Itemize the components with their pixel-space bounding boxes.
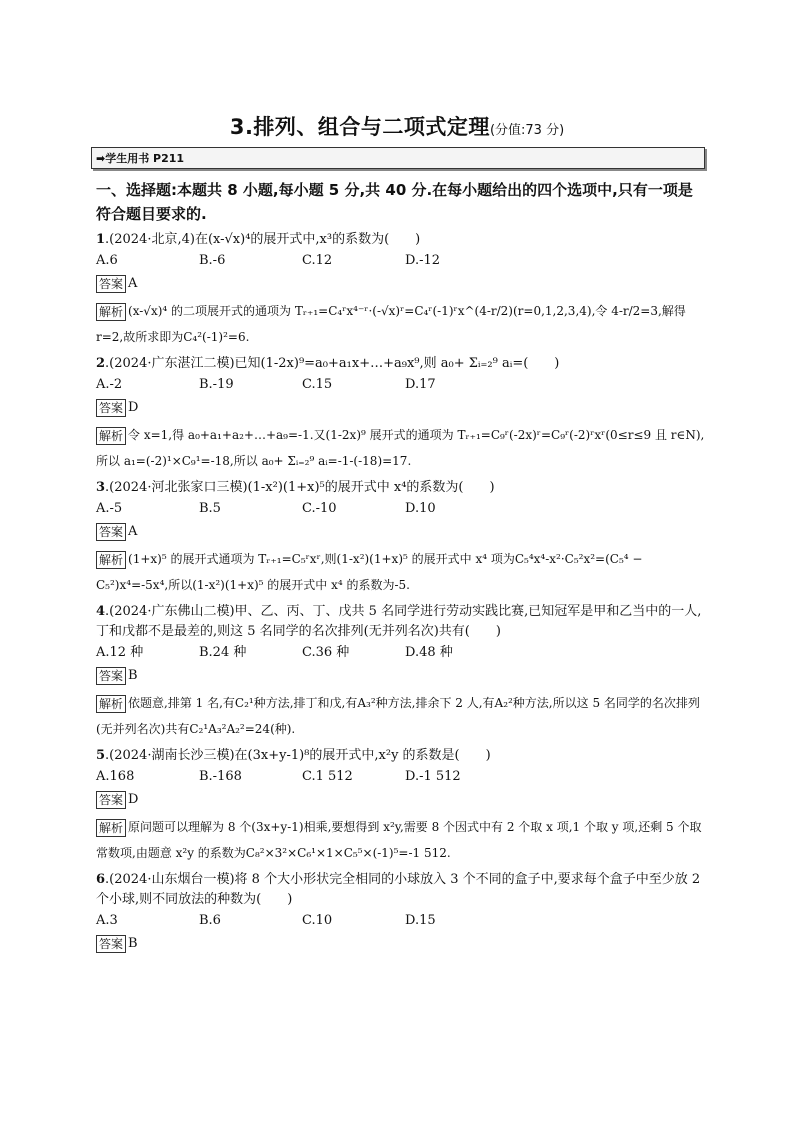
option-c: C.-10 xyxy=(302,501,337,516)
question-stem: .(2024·湖南长沙三模)在(3x+y-1)⁸的展开式中,x²y 的系数是( ) xyxy=(105,748,491,763)
option-d: D.-12 xyxy=(405,253,441,268)
question-stem: .(2024·山东烟台一模)将 8 个大小形状完全相同的小球放入 3 个不同的盒子中,要求每个盒子中至少放 2 个小球,则不同放法的种数为( ) xyxy=(96,872,701,907)
option-b: B.24 种 xyxy=(199,645,247,660)
solution xyxy=(96,546,706,598)
option-c: C.1 512 xyxy=(302,769,353,784)
options xyxy=(96,766,706,788)
answer-row xyxy=(96,934,706,954)
option-d: D.17 xyxy=(405,377,436,392)
solution xyxy=(96,690,706,742)
content xyxy=(96,178,706,958)
answer-row xyxy=(96,790,706,810)
option-d: D.10 xyxy=(405,501,436,516)
answer-tag: 答案 xyxy=(96,523,126,541)
answer-row xyxy=(96,666,706,686)
option-d: D.15 xyxy=(405,913,436,928)
question-stem: .(2024·广东佛山二模)甲、乙、丙、丁、戊共 5 名同学进行劳动实践比赛,已知冠军是甲和乙当中的一人,丁和戊都不是最差的,则这 5 名同学的名次排列(无并列名次)共有( ) xyxy=(96,604,702,639)
options xyxy=(96,374,706,396)
answer-value: D xyxy=(128,400,139,415)
solution-tag: 解析 xyxy=(96,819,126,837)
solution-tag: 解析 xyxy=(96,427,126,445)
solution-tag: 解析 xyxy=(96,695,126,713)
question-number: 1 xyxy=(96,232,106,247)
solution-text: 原问题可以理解为 8 个(3x+y-1)相乘,要想得到 x²y,需要 8 个因式中有 2 个取 x 项,1 个取 y 项,还剩 5 个取常数项,由题意 x²y 的系数为C₈²×3²×C₆¹×1×C₅⁵×(-1)⁵=-1 512. xyxy=(96,820,702,860)
solution xyxy=(96,814,706,866)
option-a: A.6 xyxy=(96,253,118,268)
answer-tag: 答案 xyxy=(96,791,126,809)
answer-value: B xyxy=(128,936,138,951)
answer-tag: 答案 xyxy=(96,935,126,953)
solution-text: (1+x)⁵ 的展开式通项为 Tᵣ₊₁=C₅ʳxʳ,则(1-x²)(1+x)⁵ 的展开式中 x⁴ 项为C₅⁴x⁴-x²·C₅²x²=(C₅⁴ − C₅²)x⁴=-5x⁴,所以(1-x²)(1+x)⁵ 的展开式中 x⁴ 的系数为-5. xyxy=(96,552,643,592)
textbook-reference-banner: ➡学生用书 P211 xyxy=(91,147,705,169)
solution-text: (x-√x)⁴ 的二项展开式的通项为 Tᵣ₊₁=C₄ʳx⁴⁻ʳ·(-√x)ʳ=C₄ʳ(-1)ʳx^(4-r/2)(r=0,1,2,3,4),令 4-r/2=3,解得 r=2,故所求即为C₄²(-1)²=6. xyxy=(96,304,686,344)
answer-tag: 答案 xyxy=(96,275,126,293)
question-2 xyxy=(96,354,706,474)
question-number: 4 xyxy=(96,604,106,619)
option-a: A.168 xyxy=(96,769,135,784)
question-3 xyxy=(96,478,706,598)
option-b: B.5 xyxy=(199,501,221,516)
option-a: A.-2 xyxy=(96,377,123,392)
question-stem: .(2024·广东湛江二模)已知(1-2x)⁹=a₀+a₁x+…+a₉x⁹,则 a₀+ Σᵢ₌₂⁹ aᵢ=( ) xyxy=(105,356,560,371)
option-b: B.6 xyxy=(199,913,221,928)
answer-value: A xyxy=(128,276,138,291)
option-a: A.3 xyxy=(96,913,118,928)
option-d: D.-1 512 xyxy=(405,769,461,784)
answer-tag: 答案 xyxy=(96,667,126,685)
question-6 xyxy=(96,870,706,954)
page-title xyxy=(0,111,794,141)
question-4 xyxy=(96,602,706,742)
question-5 xyxy=(96,746,706,866)
solution-tag: 解析 xyxy=(96,551,126,569)
solution-text: 依题意,排第 1 名,有C₂¹种方法,排丁和戊,有A₃²种方法,排余下 2 人,有A₂²种方法,所以这 5 名同学的名次排列(无并列名次)共有C₂¹A₃²A₂²=24(种). xyxy=(96,696,700,736)
option-c: C.10 xyxy=(302,913,333,928)
options xyxy=(96,498,706,520)
option-d: D.48 种 xyxy=(405,645,453,660)
solution-tag: 解析 xyxy=(96,303,126,321)
answer-tag: 答案 xyxy=(96,399,126,417)
title-main: 3.排列、组合与二项式定理 xyxy=(229,115,490,139)
question-number: 2 xyxy=(96,356,106,371)
answer-row xyxy=(96,522,706,542)
question-stem: .(2024·北京,4)在(x-√x)⁴的展开式中,x³的系数为( ) xyxy=(105,232,421,247)
option-c: C.15 xyxy=(302,377,333,392)
title-score: (分值:73 分) xyxy=(489,123,565,138)
answer-row xyxy=(96,398,706,418)
options xyxy=(96,642,706,664)
options xyxy=(96,250,706,272)
question-1 xyxy=(96,230,706,350)
answer-row xyxy=(96,274,706,294)
option-c: C.36 种 xyxy=(302,645,350,660)
option-b: B.-168 xyxy=(199,769,242,784)
answer-value: B xyxy=(128,668,138,683)
option-a: A.12 种 xyxy=(96,645,144,660)
option-c: C.12 xyxy=(302,253,333,268)
question-stem: .(2024·河北张家口三模)(1-x²)(1+x)⁵的展开式中 x⁴的系数为( ) xyxy=(105,480,495,495)
question-number: 5 xyxy=(96,748,106,763)
solution xyxy=(96,298,706,350)
question-number: 6 xyxy=(96,872,106,887)
options xyxy=(96,910,706,932)
option-b: B.-6 xyxy=(199,253,226,268)
answer-value: A xyxy=(128,524,138,539)
solution-text: 令 x=1,得 a₀+a₁+a₂+…+a₉=-1.又(1-2x)⁹ 展开式的通项为 Tᵣ₊₁=C₉ʳ(-2x)ʳ=C₉ʳ(-2)ʳxʳ(0≤r≤9 且 r∈N),所以 a₁=(-2)¹×C₉¹=-18,所以 a₀+ Σᵢ₌₂⁹ aᵢ=-1-(-18)=17. xyxy=(96,428,705,468)
option-a: A.-5 xyxy=(96,501,123,516)
option-b: B.-19 xyxy=(199,377,234,392)
answer-value: D xyxy=(128,792,139,807)
question-number: 3 xyxy=(96,480,106,495)
section-heading: 一、选择题:本题共 8 小题,每小题 5 分,共 40 分.在每小题给出的四个选项中,只有一项是符合题目要求的. xyxy=(96,181,693,223)
solution xyxy=(96,422,706,474)
